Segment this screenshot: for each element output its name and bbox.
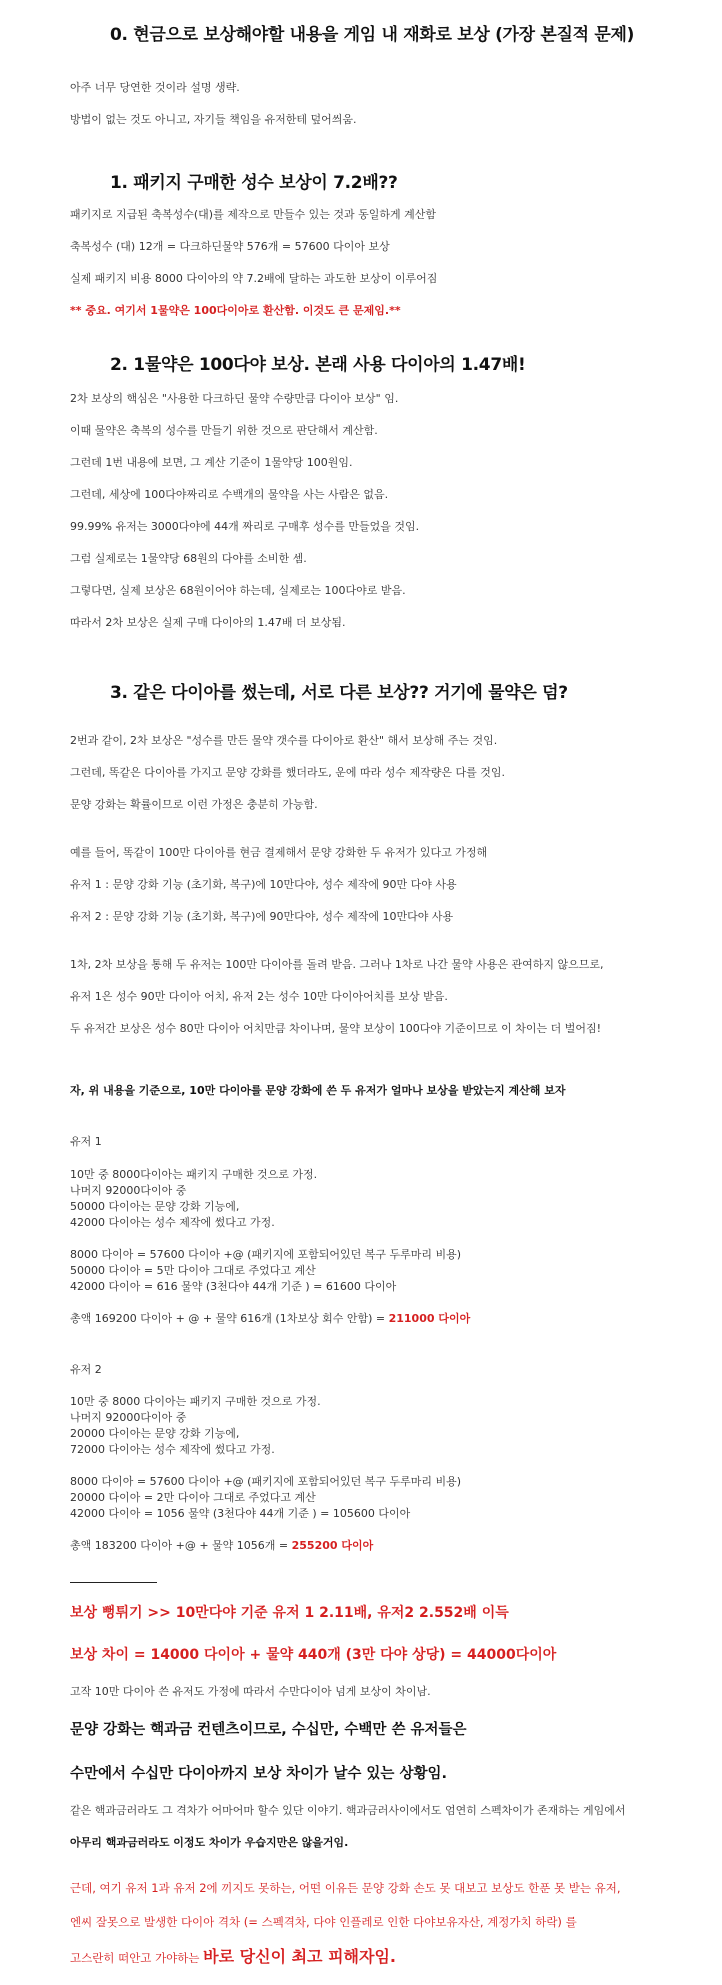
summary-line: 아무리 핵과금러라도 이정도 차이가 우습지만은 않을거임. [70,1836,349,1849]
user2-line: 72000 다이아는 성수 제작에 썼다고 가정. [70,1443,275,1456]
section2-line: 그럼 실제로는 1물약당 68원의 다야를 소비한 셈. [70,552,307,565]
user2-total-value: 255200 다이아 [291,1539,374,1552]
section3-line: 유저 1 : 문양 강화 기능 (초기화, 복구)에 10만다야, 성수 제작에 90만 다야 사용 [70,878,457,891]
user2-line: 20000 다이아는 문양 강화 기능에, [70,1427,240,1440]
section3-line: 예를 들어, 똑같이 100만 다이아를 현금 결제해서 문양 강화한 두 유저가 있다고 가정해 [70,846,488,859]
divider [70,1582,157,1583]
final-emphasis: 바로 당신이 최고 피해자임. [203,1947,396,1966]
summary-emphasis: 문양 강화는 핵과금 컨텐츠이므로, 수십만, 수백만 쓴 유저들은 [70,1722,467,1738]
final-line [70,1944,396,1967]
section2-line: 이때 물약은 축복의 성수를 만들기 위한 것으로 판단해서 계산함. [70,424,378,437]
user1-total [70,1310,470,1326]
section1-line: 실제 패키지 비용 8000 다이아의 약 7.2배에 달하는 과도한 보상이 이루어짐 [70,272,438,285]
user2-total-prefix: 총액 183200 다이아 +@ + 물약 1056개 = [70,1539,292,1552]
section3-line: 2번과 같이, 2차 보상은 "성수를 만든 물약 갯수를 다이아로 환산" 해서 보상해 주는 것임. [70,734,498,747]
summary-inflation: 보상 뻥튀기 >> 10만다야 기준 유저 1 2.11배, 유저2 2.552배 이득 [70,1605,509,1621]
section3-line: 문양 강화는 확률이므로 이런 가정은 충분히 가능함. [70,798,318,811]
user2-line: 8000 다이아 = 57600 다이아 +@ (패키지에 포함되어있던 복구 두루마리 비용) [70,1475,461,1488]
section3-line: 1차, 2차 보상을 통해 두 유저는 100만 다이아를 돌려 받음. 그러나 1차로 나간 물약 사용은 관여하지 않으므로, [70,958,604,971]
user1-line: 8000 다이아 = 57600 다이아 +@ (패키지에 포함되어있던 복구 두루마리 비용) [70,1248,461,1261]
summary-line: 고작 10만 다이아 쓴 유저도 가정에 따라서 수만다이아 넘게 보상이 차이남. [70,1685,431,1698]
user2-label: 유저 2 [70,1363,102,1376]
final-prefix: 고스란히 떠안고 가야하는 [70,1951,204,1965]
section1-title: 1. 패키지 구매한 성수 보상이 7.2배?? [110,173,398,193]
user1-total-prefix: 총액 169200 다이아 + @ + 물약 616개 (1차보상 회수 안함) = [70,1312,389,1325]
section0-line: 아주 너무 당연한 것이라 설명 생략. [70,81,240,94]
final-line: 근데, 여기 유저 1과 유저 2에 끼지도 못하는, 어떤 이유든 문양 강화 손도 못 대보고 보상도 한푼 못 받는 유저, [70,1881,621,1895]
user2-total [70,1537,373,1553]
section3-line: 두 유저간 보상은 성수 80만 다이아 어치만큼 차이나며, 물약 보상이 100다야 기준이므로 이 차이는 더 벌어짐! [70,1022,602,1035]
section2-line: 99.99% 유저는 3000다야에 44개 짜리로 구매후 성수를 만들었을 것임. [70,520,420,533]
section2-title: 2. 1물약은 100다야 보상. 본래 사용 다이아의 1.47배! [110,355,526,375]
section2-line: 2차 보상의 핵심은 "사용한 다크하딘 물약 수량만큼 다이아 보상" 임. [70,392,399,405]
summary-line: 같은 핵과금러라도 그 격차가 어마어마 할수 있단 이야기. 핵과금러사이에서도 엄연히 스펙차이가 존재하는 게임에서 [70,1804,626,1817]
section2-line: 그렇다면, 실제 보상은 68원이어야 하는데, 실제로는 100다야로 받음. [70,584,406,597]
user1-line: 42000 다이아 = 616 물약 (3천다야 44개 기준 ) = 61600 다이아 [70,1280,397,1293]
section0-line: 방법이 없는 것도 아니고, 자기들 책임을 유저한테 덮어씌움. [70,113,357,126]
section1-line: 축복성수 (대) 12개 = 다크하딘물약 576개 = 57600 다이아 보상 [70,240,390,253]
user1-line: 50000 다이아는 문양 강화 기능에, [70,1200,240,1213]
section2-line: 따라서 2차 보상은 실제 구매 다이아의 1.47배 더 보상됨. [70,616,346,629]
user2-line: 10만 중 8000 다이아는 패키지 구매한 것으로 가정. [70,1395,321,1408]
user2-line: 20000 다이아 = 2만 다이아 그대로 주었다고 계산 [70,1491,316,1504]
section2-line: 그런데, 세상에 100다야짜리로 수백개의 물약을 사는 사람은 없음. [70,488,389,501]
user1-label: 유저 1 [70,1135,102,1148]
user1-line: 50000 다이아 = 5만 다이아 그대로 주었다고 계산 [70,1264,316,1277]
calc-intro: 자, 위 내용을 기준으로, 10만 다이아를 문양 강화에 쓴 두 유저가 얼마나 보상을 받았는지 계산해 보자 [70,1084,566,1097]
final-line: 엔씨 잘못으로 발생한 다이아 격차 (= 스펙격차, 다야 인플레로 인한 다야보유자산, 계정가치 하락) 를 [70,1915,577,1929]
user2-line: 나머지 92000다이아 중 [70,1411,187,1424]
summary-emphasis: 수만에서 수십만 다이아까지 보상 차이가 날수 있는 상황임. [70,1766,448,1782]
summary-difference: 보상 차이 = 14000 다이아 + 물약 440개 (3만 다야 상당) = 44000다이아 [70,1647,557,1663]
user1-line: 나머지 92000다이아 중 [70,1184,187,1197]
section3-title: 3. 같은 다이아를 썼는데, 서로 다른 보상?? 거기에 물약은 덤? [110,683,568,703]
section3-line: 그런데, 똑같은 다이아를 가지고 문양 강화를 했더라도, 운에 따라 성수 제작량은 다를 것임. [70,766,505,779]
section0-title: 0. 현금으로 보상해야할 내용을 게임 내 재화로 보상 (가장 본질적 문제) [110,25,635,45]
section1-line: 패키지로 지급된 축복성수(대)를 제작으로 만들수 있는 것과 동일하게 계산함 [70,208,436,221]
section1-note: ** 중요. 여기서 1물약은 100다이아로 환산함. 이것도 큰 문제임.** [70,304,401,317]
user1-line: 42000 다이아는 성수 제작에 썼다고 가정. [70,1216,275,1229]
section2-line: 그런데 1번 내용에 보면, 그 계산 기준이 1물약당 100원임. [70,456,353,469]
user2-line: 42000 다이아 = 1056 물약 (3천다야 44개 기준 ) = 105600 다이아 [70,1507,411,1520]
section3-line: 유저 1은 성수 90만 다이아 어치, 유저 2는 성수 10만 다이아어치를 보상 받음. [70,990,448,1003]
user1-total-value: 211000 다이아 [388,1312,471,1325]
section3-line: 유저 2 : 문양 강화 기능 (초기화, 복구)에 90만다야, 성수 제작에 10만다야 사용 [70,910,454,923]
user1-line: 10만 중 8000다이아는 패키지 구매한 것으로 가정. [70,1168,318,1181]
